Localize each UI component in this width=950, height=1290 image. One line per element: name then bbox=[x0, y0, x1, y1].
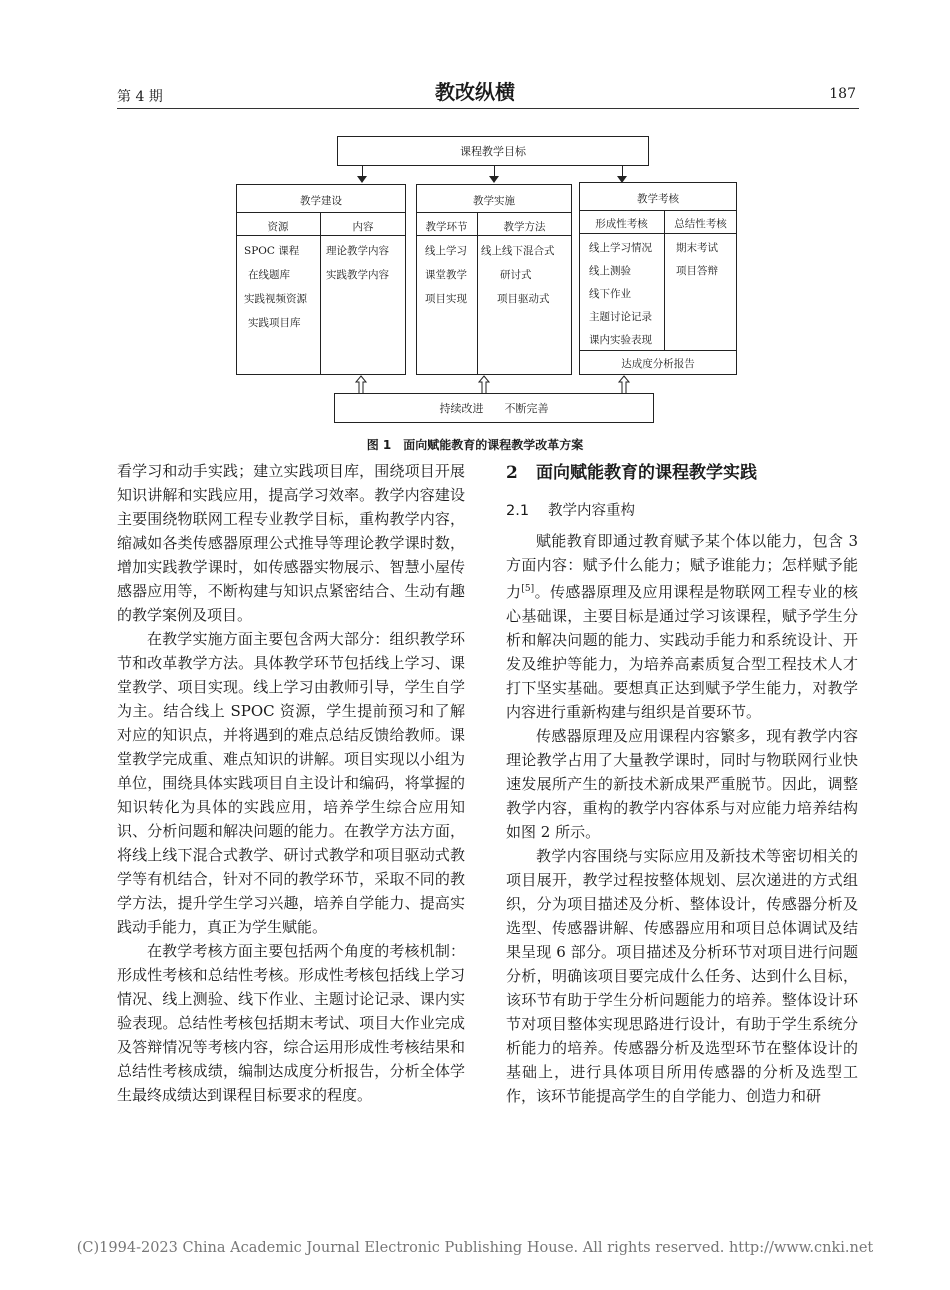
continuous-improvement-label: 持续改进 不断完善 bbox=[439, 402, 549, 415]
paragraph-text: 赋能教育即通过教育赋予某个体以能力，包含 3 方面内容：赋予什么能力；赋予谁能力；怎样赋予能力 bbox=[506, 532, 858, 601]
assessment-title: 教学考核 bbox=[637, 193, 679, 205]
assessment-col2-header: 总结性考核 bbox=[674, 218, 727, 230]
left-column bbox=[117, 459, 465, 1107]
assessment-item: 主题讨论记录 bbox=[589, 311, 652, 323]
assessment-item: 线上测验 bbox=[589, 265, 631, 277]
divider bbox=[579, 233, 737, 234]
paragraph: 传感器原理及应用课程内容繁多，现有教学内容理论教学占用了大量教学课时，同时与物联网行业快速发展所产生的新技术新成果严重脱节。因此，调整教学内容，重构的教学内容体系与对应能力培养结构如图 2 所示。 bbox=[506, 727, 858, 841]
section-number: 2 bbox=[506, 463, 518, 483]
assessment-item: 课内实验表现 bbox=[589, 334, 652, 346]
assessment-item: 线下作业 bbox=[589, 288, 631, 300]
section-title: 面向赋能教育的课程教学实践 bbox=[536, 463, 757, 483]
achievement-report: 达成度分析报告 bbox=[621, 358, 695, 370]
implementation-item: 线上线下混合式 bbox=[481, 245, 555, 257]
assessment-item: 项目答辩 bbox=[676, 265, 718, 277]
implementation-item: 项目驱动式 bbox=[497, 293, 550, 305]
divider bbox=[579, 350, 737, 351]
copyright-footer: (C)1994-2023 China Academic Journal Electronic Publishing House. All rights reserved. http://www.cnki.net bbox=[76, 1240, 874, 1256]
implementation-item: 课堂教学 bbox=[425, 269, 467, 281]
divider bbox=[416, 235, 572, 236]
construction-item: 在线题库 bbox=[248, 269, 290, 281]
subsection-number: 2.1 bbox=[506, 503, 530, 519]
figure-caption: 图 1 面向赋能教育的课程教学改革方案 bbox=[366, 438, 584, 452]
implementation-item: 线上学习 bbox=[425, 245, 467, 257]
assessment-col1-header: 形成性考核 bbox=[595, 218, 648, 230]
construction-item: SPOC 课程 bbox=[244, 245, 300, 257]
construction-item: 理论教学内容 bbox=[326, 245, 389, 257]
construction-title: 教学建设 bbox=[300, 195, 342, 207]
implementation-col2-header: 教学方法 bbox=[503, 221, 546, 233]
course-goal-label: 课程教学目标 bbox=[460, 145, 526, 158]
divider bbox=[236, 235, 406, 236]
implementation-title: 教学实施 bbox=[473, 195, 515, 207]
subsection-title: 教学内容重构 bbox=[548, 503, 635, 519]
paragraph: 在教学实施方面主要包含两大部分：组织教学环节和改革教学方法。具体教学环节包括线上学习、课堂教学、项目实现。线上学习由教师引导，学生自学为主。结合线上 SPOC 资源，学生提前预习和了解对应的知识点，并将遇到的难点总结反馈给教师。课堂教学完成重、难点知识的讲解。项目实现以小组为单位，围绕具体实践项目自主设计和编码，将掌握的知识转化为具体的实践应用，培养学生综合应用知识、分析问题和解决问题的能力。在教学方法方面，将线上线下混合式教学、研讨式教学和项目驱动式教学等有机结合，针对不同的教学环节，采取不同的教学方法，提升学生学习兴趣，培养自学能力、提高实践动手能力，真正为学生赋能。 bbox=[117, 630, 465, 936]
paragraph: 教学内容围绕与实际应用及新技术等密切相关的项目展开，教学过程按整体规划、层次递进的方式组织，分为项目描述及分析、整体设计，传感器分析及选型、传感器讲解、传感器应用和项目总体调试及结果呈现 6 部分。项目描述及分析环节对项目进行问题分析，明确该项目要完成什么任务、达到什么目标，该环节有助于学生分析问题能力的培养。整体设计环节对项目整体实现思路进行设计，有助于学生系统分析能力的培养。传感器分析及选型环节在整体设计的基础上，进行具体项目所用传感器的分析及选型工作，该环节能提高学生的自学能力、创造力和研 bbox=[506, 847, 858, 1105]
subsection-heading bbox=[506, 499, 858, 523]
construction-item: 实践教学内容 bbox=[326, 269, 389, 281]
paragraph bbox=[506, 529, 858, 724]
divider bbox=[664, 210, 665, 350]
implementation-item: 项目实现 bbox=[425, 293, 467, 305]
arrow-down-icon bbox=[357, 176, 367, 183]
divider bbox=[416, 212, 572, 213]
double-arrow-up-icon bbox=[618, 375, 630, 395]
divider bbox=[477, 212, 478, 375]
section-heading bbox=[506, 461, 858, 485]
double-arrow-up-icon bbox=[355, 375, 367, 395]
construction-col2-header: 内容 bbox=[352, 221, 374, 233]
divider bbox=[320, 212, 321, 375]
citation-ref: [5] bbox=[521, 584, 535, 594]
double-arrow-up-icon bbox=[478, 375, 490, 395]
arrow-down-icon bbox=[489, 176, 499, 183]
paragraph-text: 。传感器原理及应用课程是物联网工程专业的核心基础课，主要目标是通过学习该课程，赋予学生分析和解决问题的能力、实践动手能力和系统设计、开发及维护等能力，为培养高素质复合型工程技术人才打下坚实基础。要想真正达到赋予学生能力，对教学内容进行重新构建与组织是首要环节。 bbox=[506, 583, 858, 721]
paragraph: 在教学考核方面主要包括两个角度的考核机制：形成性考核和总结性考核。形成性考核包括线上学习情况、线上测验、线下作业、主题讨论记录、课内实验表现。总结性考核包括期末考试、项目大作业完成及答辩情况等考核内容，综合运用形成性考核结果和总结性考核成绩，编制达成度分析报告，分析全体学生最终成绩达到课程目标要求的程度。 bbox=[117, 942, 465, 1104]
figure-1 bbox=[0, 0, 950, 460]
construction-item: 实践项目库 bbox=[248, 317, 301, 329]
continuous-improvement-box bbox=[334, 393, 654, 423]
page-number: 187 bbox=[829, 86, 856, 102]
assessment-item: 期末考试 bbox=[676, 242, 718, 254]
paragraph: 看学习和动手实践；建立实践项目库，围绕项目开展知识讲解和实践应用，提高学习效率。教学内容建设主要围绕物联网工程专业教学目标，重构教学内容，缩减如各类传感器原理公式推导等理论教学课时数，增加实践教学课时，如传感器实物展示、智慧小屋传感器应用等，不断构建与知识点紧密结合、生动有趣的教学案例及项目。 bbox=[117, 462, 465, 624]
course-goal-box bbox=[337, 136, 649, 166]
implementation-col1-header: 教学环节 bbox=[425, 221, 468, 233]
divider bbox=[236, 212, 406, 213]
divider bbox=[579, 210, 737, 211]
right-column bbox=[506, 459, 858, 1108]
issue-number: 第 4 期 bbox=[117, 89, 163, 105]
assessment-item: 线上学习情况 bbox=[589, 242, 652, 254]
journal-title: 教改纵横 bbox=[435, 80, 515, 104]
construction-col1-header: 资源 bbox=[267, 221, 289, 233]
implementation-item: 研讨式 bbox=[500, 269, 532, 281]
construction-item: 实践视频资源 bbox=[244, 293, 307, 305]
